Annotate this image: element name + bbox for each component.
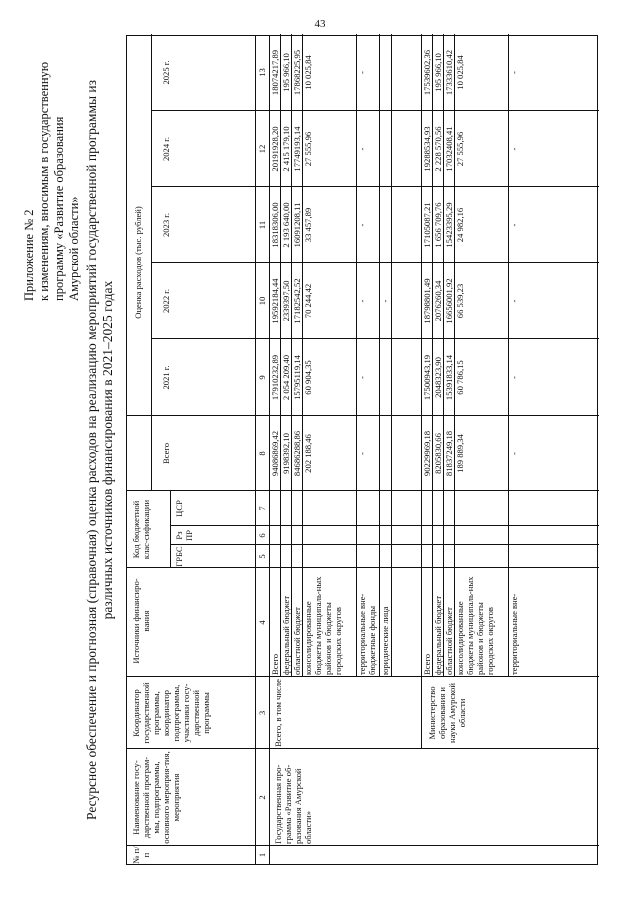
value-cell-y2022: - [509, 299, 519, 303]
value-cell-y2023: - [509, 223, 519, 227]
source-cell: федеральный бюджет [433, 595, 443, 675]
value-cell-y2024: - [357, 147, 367, 151]
value-cell-total: 189 889,34 [455, 434, 465, 473]
header-2022: 2022 г. [161, 288, 171, 314]
value-cell-y2024: 17032408,41 [444, 126, 454, 172]
value-cell-y2025: 195 966,10 [281, 53, 291, 92]
value-cell-y2022: 18798801,49 [422, 278, 432, 324]
header-code-group: Код бюджетной клас-сификации [131, 499, 151, 560]
value-cell-y2024: 20191928,20 [270, 126, 280, 172]
col-number: 11 [257, 220, 267, 230]
value-cell-y2025: 10 025,84 [303, 55, 313, 90]
value-cell-y2022: 17182542,52 [292, 278, 302, 324]
source-cell: юридические лица [380, 606, 390, 675]
coordinator-all: Всего, в том числе [273, 679, 283, 747]
appendix-line: к изменениям, вносимым в государственную [37, 61, 51, 301]
col-sep [151, 110, 599, 111]
heading-line-2: различных источников финансирования в 2021–2025 годах [100, 280, 115, 620]
value-cell-y2022: 2076260,34 [433, 280, 443, 322]
source-cell: областной бюджет [444, 607, 454, 675]
header-total: Всего [161, 442, 171, 465]
value-cell-y2025: 17539602,36 [422, 49, 432, 96]
value-cell-total: 84686288,86 [292, 430, 302, 477]
value-cell-y2021: - [509, 376, 519, 379]
header-num: № п/п [131, 846, 151, 864]
value-cell-y2024: 19288534,93 [422, 126, 432, 172]
col-number: 2 [257, 795, 267, 800]
value-cell-y2025: 18074217,89 [270, 49, 280, 96]
source-cell: Всего [270, 653, 280, 675]
source-cell: федеральный бюджет [281, 595, 291, 675]
col-number: 7 [257, 506, 267, 511]
value-cell-y2023: 24 982,16 [455, 207, 465, 243]
col-number: 1 [257, 852, 267, 858]
col-number: 5 [257, 554, 267, 559]
value-cell-y2023: 16091208,11 [292, 202, 302, 248]
value-cell-total: 9198392,10 [281, 433, 291, 474]
appendix-line: Приложение № 2 [22, 209, 36, 301]
value-cell-y2022: 66 539,23 [455, 283, 465, 319]
value-cell-y2024: 2 415 179,10 [281, 126, 291, 172]
value-cell-y2021: 15795119,14 [292, 355, 302, 400]
value-cell-y2021: 15391833,14 [444, 354, 454, 401]
appendix-note [22, 31, 82, 301]
col-sep [127, 567, 599, 568]
document-heading [84, 35, 116, 865]
value-cell-y2021: 2048323,90 [433, 357, 443, 398]
heading-line-1: Ресурсное обеспечение и прогнозная (справочная) оценка расходов на реализацию мероприятий государственной программы из [84, 80, 99, 820]
source-cell: территориальные вне-бюджетные фонды [357, 593, 377, 675]
value-cell-y2025: - [357, 71, 367, 74]
col-sep [170, 544, 599, 545]
value-cell-y2023: 1 656 709,76 [433, 202, 443, 248]
program-name: Государственная про-грамма «Развитие об-разования Амурской области» [273, 764, 313, 844]
header-sep [151, 34, 152, 491]
col-number: 4 [257, 620, 267, 625]
header-sep [170, 491, 171, 568]
value-cell-y2023: 15423395,29 [444, 202, 454, 248]
value-cell-y2025: 195 966,10 [433, 53, 443, 92]
header-2023: 2023 г. [161, 212, 171, 238]
col-number: 10 [257, 296, 267, 306]
value-cell-y2021: 60 786,15 [455, 360, 465, 395]
header-2021: 2021 г. [161, 365, 171, 390]
col-sep [151, 186, 599, 187]
value-cell-y2024: 27 555,96 [303, 131, 313, 167]
value-cell-total: 8205830,66 [433, 433, 443, 474]
col-sep [127, 845, 599, 846]
header-2025: 2025 г. [161, 60, 171, 85]
col-number: 8 [257, 451, 267, 456]
col-sep [127, 676, 599, 677]
value-cell-total: 202 188,46 [303, 434, 313, 473]
header-source: Источники финансиро-вания [131, 578, 151, 664]
coordinator-ministry: Министерство образования и науки Амурской области [427, 683, 467, 743]
value-cell-y2025: 10 025,84 [455, 55, 465, 90]
value-cell-y2024: 17749193,14 [292, 126, 302, 172]
value-cell-total: 90229969,18 [422, 430, 432, 477]
header-2024: 2024 г. [161, 136, 171, 162]
page-number: 43 [314, 18, 326, 30]
value-cell-y2023: 33 457,89 [303, 207, 313, 243]
value-cell-y2021: - [357, 376, 367, 379]
value-cell-y2024: 27 555,96 [455, 131, 465, 167]
col-sep [127, 415, 599, 416]
value-cell-y2022: 16656001,92 [444, 278, 454, 324]
value-cell-y2022: 19592184,44 [270, 278, 280, 324]
value-cell-y2023: - [357, 223, 367, 227]
header-bottom [255, 36, 256, 864]
value-cell-y2021: 17500943,19 [422, 354, 432, 401]
row-separator [391, 34, 392, 677]
appendix-line: программу «Развитие образования [52, 116, 66, 301]
source-cell: областной бюджет [292, 607, 302, 675]
value-cell-y2021: 17910232,89 [270, 354, 280, 401]
value-cell-total: 81837249,18 [444, 430, 454, 477]
header-estimate-group: Оценка расходов (тыс. рублей) [133, 206, 143, 319]
value-cell-y2021: 60 904,35 [303, 360, 313, 395]
header-rz: Рз ПР [174, 530, 194, 541]
header-coordinator: Координатор государственной программы, координатор подпрограммы, участники госу-дарственной программы [131, 682, 211, 744]
value-cell-y2023: 2 193 640,00 [281, 202, 291, 248]
source-cell: территориальные вне- [509, 593, 519, 675]
value-cell-total: - [357, 452, 367, 455]
value-cell-y2025: - [509, 71, 519, 74]
col-number: 3 [257, 710, 267, 716]
source-cell: консолидированные бюджеты муниципаль-ных районов и бюджеты городских округов [455, 576, 495, 675]
source-cell: Всего [422, 653, 432, 675]
value-cell-y2022: 2339397,50 [281, 280, 291, 322]
value-cell-y2025: 17333610,42 [444, 49, 454, 96]
value-cell-y2022: 70 244,42 [303, 283, 313, 319]
appendix-line: Амурской области» [67, 196, 81, 301]
col-sep [151, 262, 599, 263]
col-sep [151, 338, 599, 339]
value-cell-y2025: 17868225,95 [292, 49, 302, 96]
value-cell-y2022: - [380, 299, 390, 303]
col-sep [127, 748, 599, 749]
col-number: 9 [257, 375, 267, 380]
col-number: 13 [257, 68, 267, 77]
value-cell-y2024: 2 228 570,56 [433, 126, 443, 172]
value-cell-y2022: - [357, 299, 367, 303]
value-cell-y2024: - [509, 147, 519, 151]
value-cell-total: - [509, 452, 519, 455]
header-csr: ЦСР [174, 500, 184, 517]
col-sep [170, 525, 599, 526]
rotated-page-content [20, 25, 620, 885]
value-cell-y2023: 18318306,00 [270, 202, 280, 248]
header-name: Наименование госу-дарственной програм-мы, подпрограммы, основного мероприя-тия, мероприятия [131, 751, 181, 844]
header-grbs: ГРБС [174, 546, 184, 567]
value-cell-y2021: 2 054 209,40 [281, 354, 291, 401]
value-cell-y2023: 17105087,21 [422, 202, 432, 248]
budget-table [126, 35, 598, 865]
source-cell: консолидированные бюджеты муниципаль-ных районов и бюджеты городских округов [303, 576, 343, 675]
col-sep [127, 490, 599, 491]
col-number: 12 [257, 144, 267, 154]
value-cell-total: 94086869,42 [270, 430, 280, 477]
col-number: 6 [257, 533, 267, 538]
